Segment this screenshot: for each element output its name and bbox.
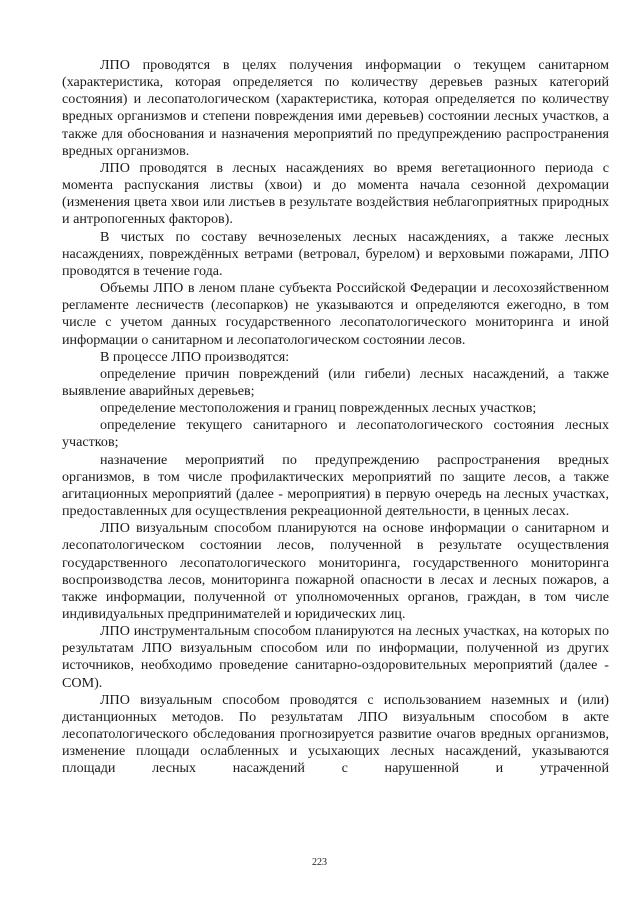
list-item-measures: назначение мероприятий по предупреждению распространения вредных организмов, в том числе профилактических мероприятий по защите лесов, а также агитационных мероприятий (далее - мероприятия) в первую очередь на лесных участках, предоставленных для осуществления рекреационной деятельности, в ценных лесах. (62, 451, 609, 520)
list-item-location-bounds: определение местоположения и границ поврежденных лесных участков; (100, 400, 537, 417)
paragraph-lpo-season: ЛПО проводятся в лесных насаждениях во время вегетационного периода с момента распускания листвы (хвои) и до момента начала сезонной дехромации (изменения цвета хвои или листьев в результате воздействия неблагоприятных природных и антропогенных факторов). (62, 159, 609, 228)
paragraph-lpo-purpose: ЛПО проводятся в целях получения информации о текущем санитарном (характеристика, которая определяется по количеству деревьев разных категорий состояния) и лесопатологическом (характеристика, которая определяется по количеству вредных организмов и степени повреждения ими деревьев) состоянии лесных участков, а также для обоснования и назначения мероприятий по предупреждению распространения вредных организмов. (62, 57, 609, 159)
paragraph-lpo-process-intro: В процессе ЛПО производятся: (100, 348, 290, 365)
paragraph-lpo-visual-methods: ЛПО визуальным способом проводятся с использованием наземных и (или) дистанционных методов. По результатам ЛПО визуальным способом в акте лесопатологического обследования прогнозируется развитие очагов вредных организмов, изменение площади ослабленных и усыхающих лесных насаждений, указываются площади лесных насаждений с нарушенной и утраченной (62, 691, 609, 777)
paragraph-lpo-instrumental-planning: ЛПО инструментальным способом планируются на лесных участках, на которых по результатам ЛПО визуальным способом или по информации, полученной из других источников, необходимо проведение санитарно-оздоровительных мероприятий (далее - СОМ). (62, 623, 609, 691)
paragraph-lpo-evergreen: В чистых по составу вечнозеленых лесных насаждениях, а также лесных насаждениях, повреждённых ветрами (ветровал, бурелом) и верховыми пожарами, ЛПО проводятся в течение года. (62, 228, 609, 279)
page-number: 223 (312, 857, 327, 868)
list-item-current-state: определение текущего санитарного и лесопатологического состояния лесных участков; (62, 417, 609, 451)
page-body (62, 57, 609, 778)
paragraph-lpo-volumes: Объемы ЛПО в леном плане субъекта Российской Федерации и лесохозяйственном регламенте лесничеств (лесопарков) не указываются и определяются ежегодно, в том числе с учетом данных государственного лесопатологического мониторинга и иной информации о санитарном и лесопатологическом состоянии лесов. (62, 280, 609, 348)
list-item-damage-causes: определение причин повреждений (или гибели) лесных насаждений, а также выявление аварийных деревьев; (62, 365, 609, 399)
paragraph-lpo-visual-planning: ЛПО визуальным способом планируются на основе информации о санитарном и лесопатологическом состоянии лесов, полученной в результате осуществления государственного лесопатологического мониторинга, государственного мониторинга воспроизводства лесов, мониторинга пожарной опасности в лесах и лесных пожаров, а также информации, полученной от уполномоченных органов, граждан, в том числе индивидуальных предпринимателей и юридических лиц. (62, 520, 609, 622)
